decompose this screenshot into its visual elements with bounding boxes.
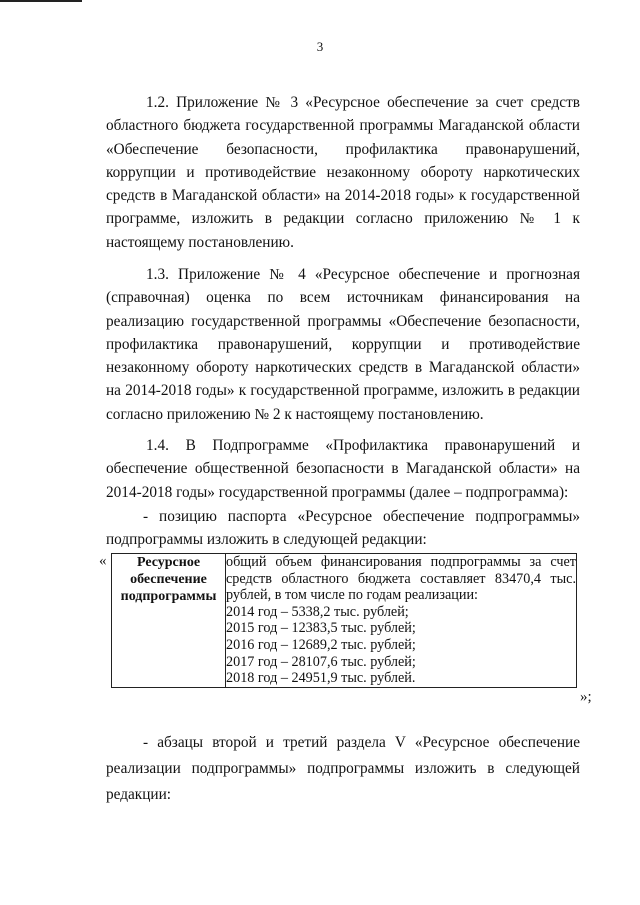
funding-year-2014: 2014 год – 5338,2 тыс. рублей;	[226, 603, 409, 620]
passport-row-value	[226, 554, 577, 688]
funding-year-2016: 2016 год – 12689,2 тыс. рублей;	[226, 636, 416, 653]
paragraph-1-2: 1.2. Приложение № 3 «Ресурсное обеспечение за счет средств областного бюджета государственной программы Магаданской области «Обеспечение безопасности, профилактика правонарушений, коррупции и противодействие незаконному обороту наркотических средств в Магаданской области» на 2014-2018 годы» к государственной программе, изложить в редакции согласно приложению № 1 к настоящему постановлению.	[106, 94, 580, 251]
table-row	[112, 554, 577, 688]
passport-table	[111, 553, 577, 688]
paragraph-passport-position: - позицию паспорта «Ресурсное обеспечение подпрограммы» подпрограммы изложить в следующей редакции:	[106, 508, 580, 549]
page-number: 3	[316, 39, 324, 54]
table-open-quote: «	[99, 553, 107, 569]
paragraph-section-v: - абзацы второй и третий раздела V «Ресурсное обеспечение реализации подпрограммы» подпрограммы изложить в следующей редакции:	[106, 734, 580, 803]
top-rule	[0, 0, 82, 2]
paragraph-1-4: 1.4. В Подпрограмме «Профилактика правонарушений и обеспечение общественной безопасности в Магаданской области» на 2014-2018 годы» государственной программы (далее – подпрограмма):	[106, 437, 580, 501]
table-close-quote: »;	[580, 689, 592, 705]
funding-year-2015: 2015 год – 12383,5 тыс. рублей;	[226, 620, 416, 637]
funding-year-2017: 2017 год – 28107,6 тыс. рублей;	[226, 653, 416, 670]
funding-summary: общий объем финансирования подпрограммы за счет средств областного бюджета составляет 83470,4 тыс. рублей, в том числе по годам реализации:	[226, 554, 576, 604]
passport-row-label: Ресурсное обеспечение подпрограммы	[112, 554, 226, 688]
funding-year-2018: 2018 год – 24951,9 тыс. рублей.	[226, 670, 416, 687]
paragraph-1-3: 1.3. Приложение № 4 «Ресурсное обеспечение и прогнозная (справочная) оценка по всем источникам финансирования на реализацию государственной программы «Обеспечение безопасности, профилактика правонарушений, коррупции и противодействие незаконному обороту наркотических средств в Магаданской области» на 2014-2018 годы» к государственной программе, изложить в редакции согласно приложению № 2 к настоящему постановлению.	[106, 266, 580, 423]
